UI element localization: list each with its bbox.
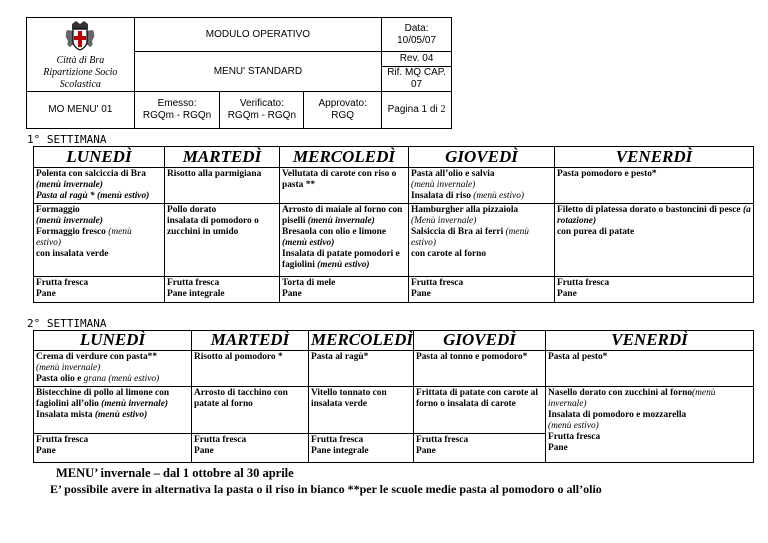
coat-of-arms-icon	[63, 21, 97, 51]
dish-note: (menù invernale)	[36, 180, 103, 190]
dish: Pane	[36, 446, 56, 456]
day-header-monday: LUNEDÌ	[34, 331, 192, 351]
menu-cell	[309, 351, 414, 387]
document-reference: Rif. MQ CAP. 07	[382, 67, 452, 92]
dish: Frutta fresca	[36, 435, 89, 445]
dish: Frutta fresca	[311, 435, 364, 445]
dish: Bresaola con olio e limone	[282, 227, 386, 237]
menu-cell	[414, 434, 546, 463]
dish: Pasta al ragù * (menù estivo)	[36, 191, 150, 201]
dish: Bistecchine di pollo al limone con fagiolini all’olio	[36, 388, 170, 409]
dish-note: (menù	[503, 227, 529, 237]
dish-note: (menù estivo)	[548, 421, 599, 431]
dish-note: (menù	[105, 227, 132, 237]
menu-cell	[309, 387, 414, 434]
emesso-label: Emesso:	[157, 98, 197, 109]
menu-cell	[309, 434, 414, 463]
menu-cell	[555, 168, 754, 204]
dish: Formaggio	[36, 205, 80, 215]
week-1-label: 1° SETTIMANA	[27, 133, 107, 146]
dish-note: (menù invernale)	[36, 216, 103, 226]
dish: con carote al forno	[411, 249, 487, 259]
dish: Vitello tonnato con insalata verde	[311, 388, 387, 409]
menu-cell	[555, 277, 754, 303]
dish-note: (a rotazione)	[557, 205, 751, 226]
dish: Pane	[416, 446, 436, 456]
dish: Pasta olio e	[36, 374, 82, 384]
dish: Pasta al pesto*	[548, 352, 608, 362]
dish: con purea di patate	[557, 227, 635, 237]
city-department: Ripartizione Socio	[43, 67, 118, 78]
dish: Risotto alla parmigiana	[167, 169, 262, 179]
dish: Pasta pomodoro e pesto*	[557, 169, 657, 179]
menu-cell	[34, 277, 165, 303]
dish: Insalata di patate pomodori e fagiolini	[282, 249, 400, 270]
dish: Salsiccia di Bra ai ferri	[411, 227, 504, 237]
approvato-value: RGQ	[331, 110, 355, 121]
page-number-text: Pagina 1 di	[387, 104, 441, 115]
verificato-cell	[220, 92, 304, 129]
dish: Frutta fresca	[557, 278, 610, 288]
dish: Insalata di riso	[411, 191, 471, 201]
emesso-value: RGQm - RGQn	[142, 110, 212, 121]
dish-note: (menù estivo)	[314, 260, 370, 270]
day-header-wednesday: MERCOLEDÌ	[309, 331, 414, 351]
menu-cell	[34, 434, 192, 463]
dish-note: (menù invernale)	[548, 388, 716, 409]
day-header-wednesday: MERCOLEDÌ	[280, 147, 409, 168]
dish: Pane	[548, 443, 568, 453]
approvato-label: Approvato:	[318, 98, 367, 109]
menu-cell	[414, 387, 546, 434]
menu-cell	[409, 204, 555, 277]
city-name: Città di Bra	[56, 55, 105, 66]
dish-note: (menù estivo)	[282, 238, 335, 248]
week-2-label: 2° SETTIMANA	[27, 317, 107, 330]
dish: Frutta fresca	[416, 435, 469, 445]
dish-note: (menù invernale)	[98, 399, 169, 409]
dish: Frutta fresca	[36, 278, 89, 288]
verificato-value: RGQm - RGQn	[227, 110, 297, 121]
menu-cell	[192, 434, 309, 463]
dish-note: (menù invernale)	[36, 363, 101, 373]
approvato-cell	[304, 92, 382, 129]
document-revision: Rev. 04	[382, 52, 452, 67]
menu-cell	[414, 351, 546, 387]
menu-cell	[34, 168, 165, 204]
dish: Crema di verdure con pasta**	[36, 352, 158, 362]
dish: Pane integrale	[167, 289, 225, 299]
menu-cell	[34, 204, 165, 277]
menu-cell	[546, 351, 754, 387]
document-code-text: MO MENU' 01	[48, 104, 113, 115]
menu-cell	[165, 204, 280, 277]
dish-note: estivo)	[36, 238, 61, 248]
dish: Frutta fresca	[194, 435, 247, 445]
menu-cell	[165, 277, 280, 303]
menu-cell	[34, 387, 192, 434]
document-title: MODULO OPERATIVO	[134, 18, 381, 52]
dish: insalata di pomodoro o zucchini in umido	[167, 216, 259, 237]
verificato-label: Verificato:	[239, 98, 284, 109]
menu-cell	[165, 168, 280, 204]
dish: Insalata di pomodoro e mozzarella	[548, 410, 687, 420]
city-logo-cell	[27, 18, 135, 92]
dish: Pasta al tonno e pomodoro*	[416, 352, 528, 362]
week-1-table	[33, 146, 754, 303]
dish: Arrosto di maiale al forno con piselli	[282, 205, 403, 226]
menu-cell	[280, 168, 409, 204]
day-header-friday: VENERDÌ	[555, 147, 754, 168]
dish: Hamburgher alla pizzaiola	[411, 205, 519, 215]
menu-cell	[409, 277, 555, 303]
dish: Pane integrale	[311, 446, 369, 456]
dish: Frutta fresca	[548, 432, 601, 442]
day-header-tuesday: MARTEDÌ	[192, 331, 309, 351]
dish: Torta di mele	[282, 278, 336, 288]
dish: Pasta all’olio e salvia	[411, 169, 495, 179]
dish: Pane	[557, 289, 577, 299]
dish: Pane	[36, 289, 56, 299]
dish: Frittata di patate con carote al forno o insalata di carote	[416, 388, 538, 409]
dish: Nasello dorato con zucchini al forno	[548, 388, 693, 398]
dish: Frutta fresca	[167, 278, 220, 288]
document-date: Data: 10/05/07	[382, 18, 452, 52]
dish: con insalata verde	[36, 249, 109, 259]
dish: Vellutata di carote con riso o pasta **	[282, 169, 397, 190]
menu-cell	[546, 387, 754, 463]
dish-note: (menù invernale)	[305, 216, 375, 226]
day-header-thursday: GIOVEDÌ	[409, 147, 555, 168]
document-subtitle: MENU' STANDARD	[134, 52, 381, 92]
day-header-thursday: GIOVEDÌ	[414, 331, 546, 351]
dish: Pane	[282, 289, 302, 299]
menu-cell	[555, 204, 754, 277]
menu-cell	[409, 168, 555, 204]
dish: Formaggio fresco	[36, 227, 106, 237]
footer-alternative-note: E’ possibile avere in alternativa la pasta o il riso in bianco **per le scuole medie pasta al pomodoro o all’olio	[50, 482, 602, 496]
menu-cell	[280, 204, 409, 277]
day-header-tuesday: MARTEDÌ	[165, 147, 280, 168]
emesso-cell	[134, 92, 220, 129]
dish: Insalata mista	[36, 410, 93, 420]
menu-cell	[192, 351, 309, 387]
dish-note: grana (menù estivo)	[81, 374, 160, 384]
dish: Pasta al ragù*	[311, 352, 369, 362]
dish: Pane	[411, 289, 431, 299]
city-department-2: Scolastica	[59, 79, 101, 90]
dish-note: (menù estivo)	[92, 410, 148, 420]
day-header-friday: VENERDÌ	[546, 331, 754, 351]
page-total: 2	[440, 104, 446, 115]
dish-note: (menù invernale)	[411, 180, 476, 190]
document-code	[27, 92, 135, 129]
dish: Filetto di platessa dorato o bastoncini di pesce	[557, 205, 741, 215]
dish-note: (Menù invernale)	[411, 216, 477, 226]
menu-cell	[192, 387, 309, 434]
dish: Arrosto di tacchino con patate al forno	[194, 388, 288, 409]
dish-note: (menù estivo)	[470, 191, 525, 201]
dish-note: estivo)	[411, 238, 436, 248]
dish: Polenta con salciccia di Bra	[36, 169, 146, 179]
page-number	[382, 92, 452, 129]
dish: Pane	[194, 446, 214, 456]
day-header-monday: LUNEDÌ	[34, 147, 165, 168]
menu-cell	[280, 277, 409, 303]
document-header	[26, 17, 452, 120]
footer-winter-menu-note: MENU’ invernale – dal 1 ottobre al 30 aprile	[56, 466, 294, 480]
week-2-table	[33, 330, 754, 463]
dish: Frutta fresca	[411, 278, 464, 288]
dish: Risotto al pomodoro *	[194, 352, 283, 362]
dish: Pollo dorato	[167, 205, 217, 215]
menu-cell	[34, 351, 192, 387]
